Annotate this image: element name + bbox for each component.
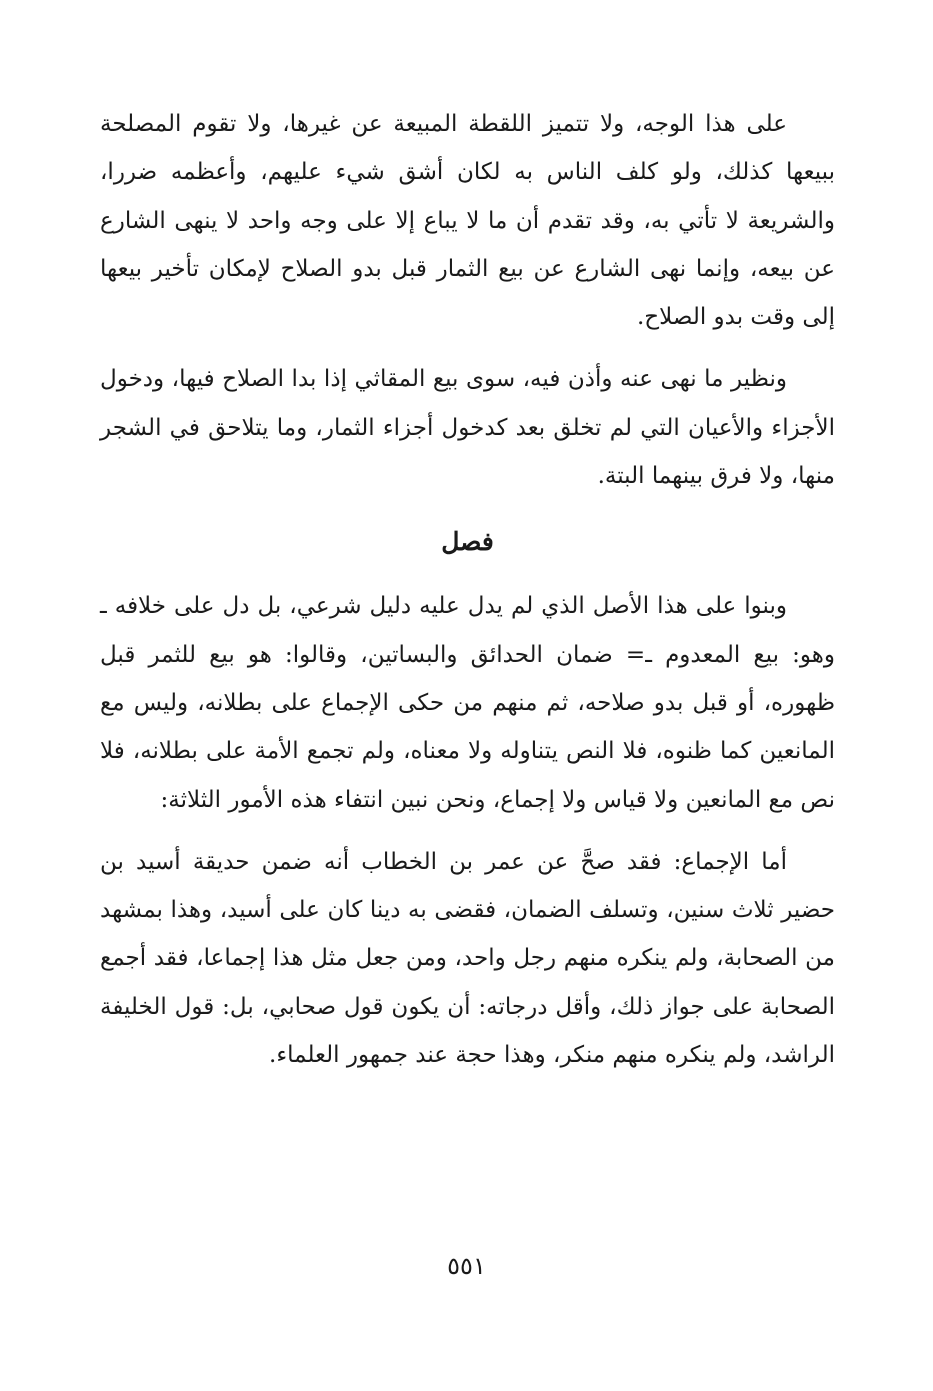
paragraph-4: أما الإجماع: فقد صحَّ عن عمر بن الخطاب أنه ضمن حديقة أسيد بن حضير ثلاث سنين، وتسلف الضمان، فقضى به دينا كان على أسيد، وهذا بمشهد من الصحابة، ولم ينكره منهم رجل واحد، ومن جعل مثل هذا إجماعا، فقد أجمع الصحابة على جواز ذلك، وأقل درجاته: أن يكون قول صحابي، بل: قول الخليفة الراشد، ولم ينكره منهم منكر، وهذا حجة عند جمهور العلماء.	[100, 848, 835, 1069]
paragraph-2: ونظير ما نهى عنه وأذن فيه، سوى بيع المقاثي إذا بدا الصلاح فيها، ودخول الأجزاء والأعيان التي لم تخلق بعد كدخول أجزاء الثمار، وما يتلاحق في الشجر منها، ولا فرق بينهما البتة.	[100, 366, 835, 490]
paragraph-1: على هذا الوجه، ولا تتميز اللقطة المبيعة عن غيرها، ولا تقوم المصلحة ببيعها كذلك، ولو كلف الناس به لكان أشق شيء عليهم، وأعظمه ضررا، والشريعة لا تأتي به، وقد تقدم أن ما لا يباع إلا على وجه واحد لا ينهى الشارع عن بيعه، وإنما نهى الشارع عن بيع الثمار قبل بدو الصلاح لإمكان تأخير بيعها إلى وقت بدو الصلاح.	[100, 111, 835, 331]
page-number: ٥٥١	[447, 1252, 486, 1280]
page-body	[100, 100, 835, 1079]
section-heading: فصل	[441, 527, 494, 557]
paragraph-3: وبنوا على هذا الأصل الذي لم يدل عليه دليل شرعي، بل دل على خلافه ـ وهو: بيع المعدوم ـ= ضمان الحدائق والبساتين، وقالوا: هو بيع للثمر قبل ظهوره، أو قبل بدو صلاحه، ثم منهم من حكى الإجماع على بطلانه، وليس مع المانعين كما ظنوه، فلا النص يتناوله ولا معناه، ولم تجمع الأمة على بطلانه، فلا نص مع المانعين ولا قياس ولا إجماع، ونحن نبين انتفاء هذه الأمور الثلاثة:	[100, 593, 835, 813]
